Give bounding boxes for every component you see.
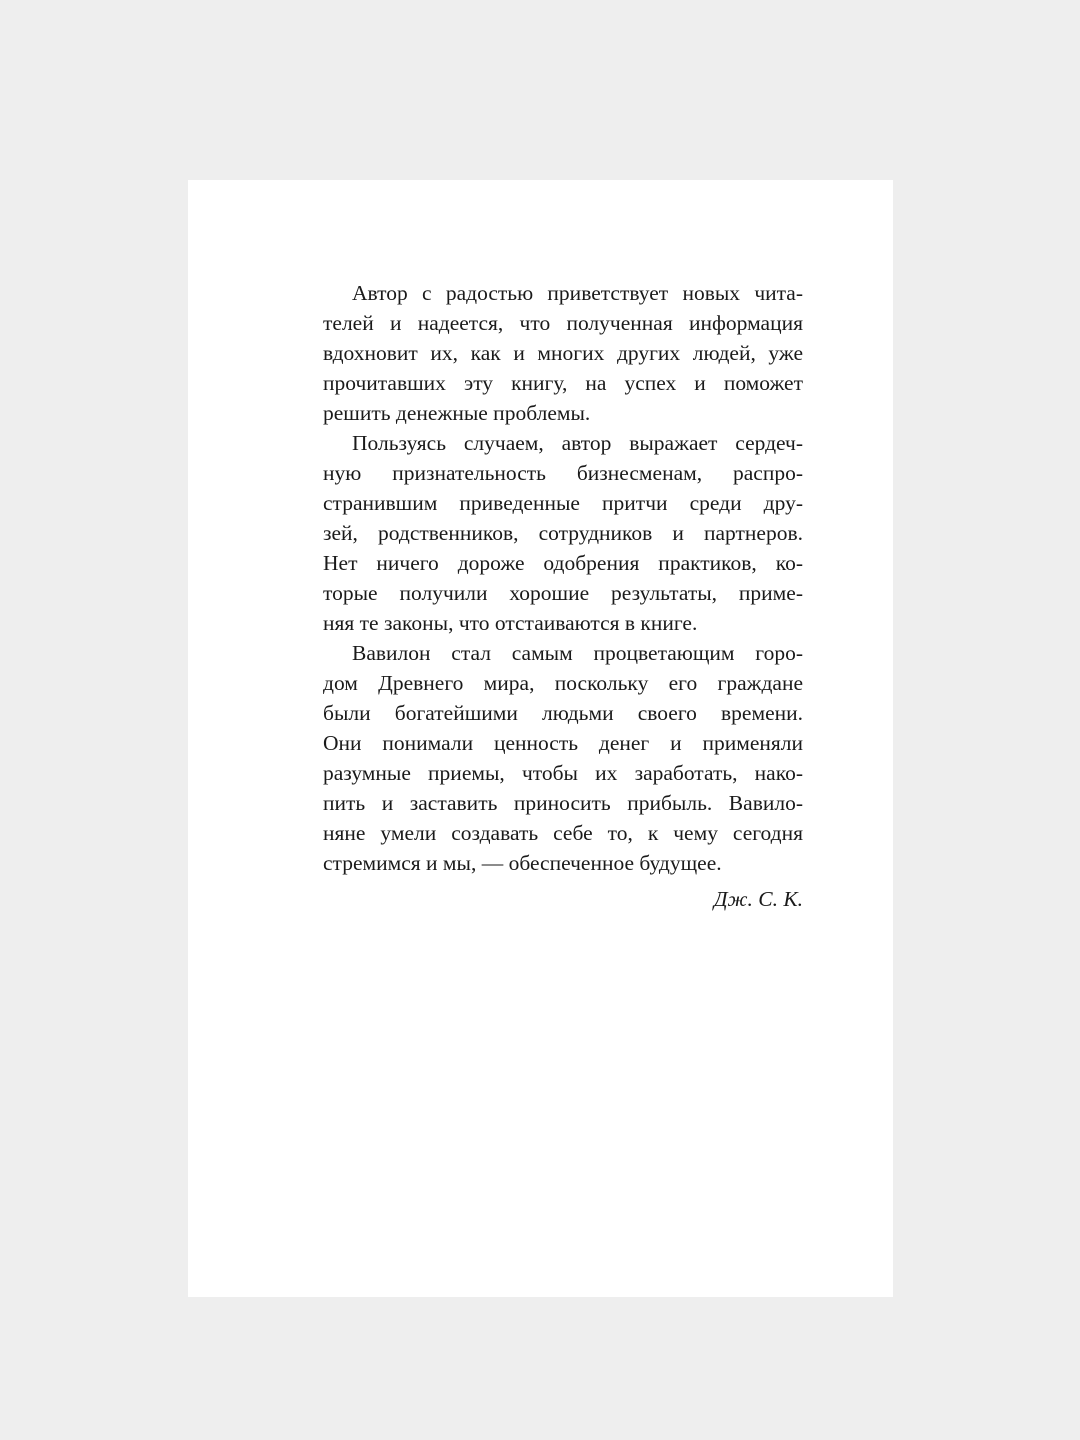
text-line: дом Древнего мира, поскольку его граждане [323,671,803,695]
paragraph-2 [323,428,803,638]
author-signature: Дж. С. К. [713,887,803,911]
text-line: Вавилон стал самым процветающим горо- [352,641,803,665]
text-line: няя те законы, что отстаиваются в книге. [323,611,698,635]
text-line: няне умели создавать себе то, к чему сегодня [323,821,803,845]
text-line: Нет ничего дороже одобрения практиков, ко- [323,551,803,575]
text-line: странившим приведенные притчи среди дру- [323,491,803,515]
text-line: разумные приемы, чтобы их заработать, нако- [323,761,803,785]
text-line: вдохновит их, как и многих других людей, уже [323,341,803,365]
text-line: Пользуясь случаем, автор выражает сердеч- [352,431,803,455]
book-page [188,180,893,1297]
text-line: стремимся и мы, — обеспеченное будущее. [323,851,722,875]
text-line: телей и надеется, что полученная информация [323,311,803,335]
text-line: пить и заставить приносить прибыль. Вавило- [323,791,803,815]
text-line: были богатейшими людьми своего времени. [323,701,803,725]
text-line: зей, родственников, сотрудников и партнеров. [323,521,803,545]
text-line: ную признательность бизнесменам, распро- [323,461,803,485]
paragraph-1 [323,278,803,428]
page-text [323,278,803,914]
text-line: Они понимали ценность денег и применяли [323,731,803,755]
paragraph-3 [323,638,803,878]
text-line: Автор с радостью приветствует новых чита- [352,281,803,305]
text-line: торые получили хорошие результаты, приме- [323,581,803,605]
text-line: прочитавших эту книгу, на успех и поможет [323,371,803,395]
text-line: решить денежные проблемы. [323,401,591,425]
